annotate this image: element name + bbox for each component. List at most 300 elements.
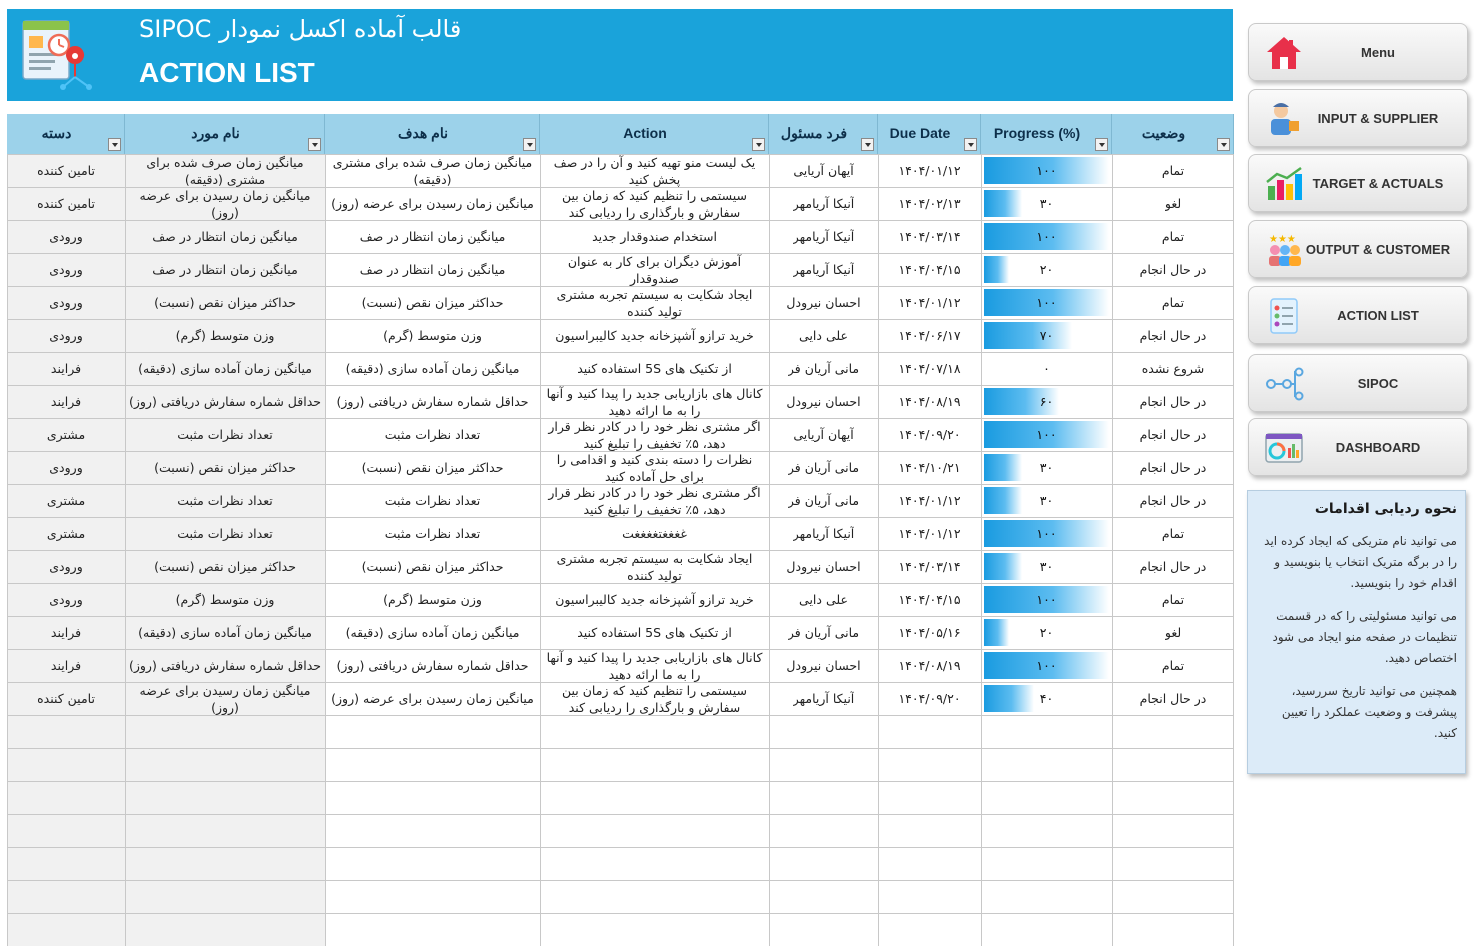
progress-cell[interactable] — [981, 253, 1112, 286]
cell-category[interactable] — [7, 616, 125, 649]
menu-button-target-actuals[interactable] — [1248, 154, 1468, 212]
table-row[interactable] — [7, 484, 1234, 517]
progress-cell[interactable] — [981, 484, 1112, 517]
cell-target[interactable] — [325, 484, 540, 517]
cell-item[interactable] — [125, 682, 325, 715]
progress-cell[interactable] — [981, 583, 1112, 616]
cell-text: وزن متوسط (گرم) — [383, 592, 482, 607]
page-title-fa: قالب آماده اکسل نمودار SIPOC — [139, 15, 462, 43]
cell-text: حداکثر میزان نقص (نسبت) — [361, 559, 504, 574]
cell-category[interactable] — [7, 154, 125, 187]
table-row[interactable] — [7, 220, 1234, 253]
cell-target[interactable] — [325, 286, 540, 319]
cell-text: ۱۴۰۴/۰۸/۱۹ — [898, 394, 961, 409]
filter-dropdown-icon[interactable] — [1095, 138, 1108, 151]
cell-owner[interactable] — [769, 220, 878, 253]
cell-status[interactable] — [1112, 616, 1234, 649]
cell-category[interactable] — [7, 418, 125, 451]
cell-text: ایجاد شکایت به سیستم تجربه مشتری تولید کننده — [556, 287, 753, 319]
cell-text: احسان نیرودل — [786, 658, 861, 673]
menu-button-label: OUTPUT & CUSTOMER — [1305, 242, 1451, 257]
cell-text: مانی آریان فر — [787, 493, 860, 508]
progress-cell[interactable] — [981, 451, 1112, 484]
cell-text: لغو — [1164, 196, 1182, 211]
cell-text: ۱۴۰۴/۰۴/۱۵ — [898, 592, 961, 607]
cell-action[interactable] — [540, 484, 769, 517]
filter-dropdown-icon[interactable] — [308, 138, 321, 151]
cell-status[interactable] — [1112, 451, 1234, 484]
cell-action[interactable] — [540, 286, 769, 319]
cell-text: میانگین زمان انتظار در صف — [152, 229, 298, 244]
cell-text: تعداد نظرات مثبت — [177, 427, 273, 442]
cell-text: ۱۴۰۴/۰۱/۱۲ — [898, 493, 961, 508]
cell-text: تمام — [1161, 163, 1185, 178]
cell-due[interactable] — [878, 286, 981, 319]
cell-item[interactable] — [125, 319, 325, 352]
menu-button-label: ACTION LIST — [1337, 308, 1419, 323]
column-header-category[interactable] — [7, 114, 125, 154]
cell-text: آنیکا آریامهر — [792, 691, 855, 706]
column-header-label: نام مورد — [191, 125, 240, 141]
cell-status[interactable] — [1112, 517, 1234, 550]
table-row[interactable] — [7, 154, 1234, 187]
menu-button-output-customer[interactable] — [1248, 220, 1468, 278]
cell-text: اگر مشتری نظر خود را در کادر نظر قرار دهد، ۵٪ تخفیف را تبلیغ کنید — [548, 419, 761, 451]
cell-action[interactable] — [540, 583, 769, 616]
progress-cell[interactable] — [981, 550, 1112, 583]
progress-cell[interactable] — [981, 649, 1112, 682]
cell-text: از تکنیک های 5S استفاده کنید — [577, 625, 732, 640]
cell-target[interactable] — [325, 220, 540, 253]
cell-text: ۱۴۰۴/۰۴/۱۵ — [898, 262, 961, 277]
cell-text: اگر مشتری نظر خود را در کادر نظر قرار دهد، ۵٪ تخفیف را تبلیغ کنید — [548, 485, 761, 517]
cell-item[interactable] — [125, 253, 325, 286]
cell-owner[interactable] — [769, 649, 878, 682]
cell-due[interactable] — [878, 418, 981, 451]
cell-target[interactable] — [325, 451, 540, 484]
progress-value: ۱۰۰ — [1036, 295, 1057, 310]
cell-text: مانی آریان فر — [787, 361, 860, 376]
cell-text: تعداد نظرات مثبت — [384, 427, 481, 442]
filter-dropdown-icon[interactable] — [861, 138, 874, 151]
cell-category[interactable] — [7, 550, 125, 583]
cell-action[interactable] — [540, 616, 769, 649]
cell-status[interactable] — [1112, 154, 1234, 187]
cell-item[interactable] — [125, 187, 325, 220]
progress-cell[interactable] — [981, 385, 1112, 418]
cell-action[interactable] — [540, 517, 769, 550]
cell-action[interactable] — [540, 550, 769, 583]
table-row[interactable] — [7, 451, 1234, 484]
cell-text: سیستمی را تنظیم کنید که زمان بین سفارش و بارگذاری را ردیابی کند — [562, 683, 747, 715]
table-row[interactable] — [7, 550, 1234, 583]
cell-text: ۱۴۰۴/۰۸/۱۹ — [898, 658, 961, 673]
cell-action[interactable] — [540, 187, 769, 220]
cell-text: ایجاد شکایت به سیستم تجربه مشتری تولید کننده — [556, 551, 753, 583]
column-header-progress[interactable] — [981, 114, 1112, 154]
cell-owner[interactable] — [769, 418, 878, 451]
cell-text: تمام — [1161, 526, 1185, 541]
table-row[interactable] — [7, 649, 1234, 682]
cell-text: مشتری — [46, 427, 86, 442]
cell-text: تعداد نظرات مثبت — [177, 526, 273, 541]
table-row[interactable] — [7, 583, 1234, 616]
cell-status[interactable] — [1112, 352, 1234, 385]
cell-category[interactable] — [7, 583, 125, 616]
cell-category[interactable] — [7, 220, 125, 253]
cell-target[interactable] — [325, 319, 540, 352]
cell-status[interactable] — [1112, 649, 1234, 682]
cell-text: ورودی — [49, 559, 83, 574]
column-header-status[interactable] — [1112, 114, 1234, 154]
cell-target[interactable] — [325, 649, 540, 682]
cell-owner[interactable] — [769, 484, 878, 517]
cell-category[interactable] — [7, 517, 125, 550]
cell-status[interactable] — [1112, 385, 1234, 418]
cell-text: فرایند — [50, 361, 82, 376]
cell-owner[interactable] — [769, 319, 878, 352]
progress-value: ۱۰۰ — [1036, 163, 1057, 178]
menu-button-action-list[interactable] — [1248, 286, 1468, 344]
cell-action[interactable] — [540, 154, 769, 187]
cell-text: احسان نیرودل — [786, 394, 861, 409]
cell-status[interactable] — [1112, 220, 1234, 253]
cell-text: ۱۴۰۴/۰۷/۱۸ — [898, 361, 961, 376]
cell-text: فرایند — [50, 658, 82, 673]
cell-item[interactable] — [125, 220, 325, 253]
cell-text: حداکثر میزان نقص (نسبت) — [361, 460, 504, 475]
table-row[interactable] — [7, 286, 1234, 319]
cell-owner[interactable] — [769, 352, 878, 385]
filter-dropdown-icon[interactable] — [964, 138, 977, 151]
cell-owner[interactable] — [769, 253, 878, 286]
table-row[interactable] — [7, 253, 1234, 286]
cell-text: حداقل شماره سفارش دریافتی (روز) — [336, 658, 529, 673]
header-banner — [7, 9, 1233, 101]
progress-value: ۶۰ — [1039, 394, 1054, 409]
cell-text: آنیکا آریامهر — [792, 262, 855, 277]
cell-text: نظرات را دسته بندی کنید و اقدامی را برای حل آماده کنید — [556, 452, 753, 484]
cell-text: فرایند — [50, 625, 82, 640]
cell-target[interactable] — [325, 616, 540, 649]
column-header-action[interactable] — [540, 114, 769, 154]
cell-text: ورودی — [49, 328, 83, 343]
cell-owner[interactable] — [769, 385, 878, 418]
cell-text: ۱۴۰۴/۰۱/۱۲ — [898, 163, 961, 178]
cell-owner[interactable] — [769, 451, 878, 484]
cell-item[interactable] — [125, 385, 325, 418]
menu-button-dashboard[interactable] — [1248, 418, 1468, 476]
cell-due[interactable] — [878, 682, 981, 715]
cell-owner[interactable] — [769, 550, 878, 583]
cell-due[interactable] — [878, 484, 981, 517]
cell-due[interactable] — [878, 253, 981, 286]
menu-button-label: Menu — [1361, 45, 1395, 60]
cell-target[interactable] — [325, 154, 540, 187]
table-row[interactable] — [7, 616, 1234, 649]
cell-category[interactable] — [7, 484, 125, 517]
cell-due[interactable] — [878, 220, 981, 253]
progress-cell[interactable] — [981, 682, 1112, 715]
progress-cell[interactable] — [981, 616, 1112, 649]
cell-action[interactable] — [540, 385, 769, 418]
cell-status[interactable] — [1112, 286, 1234, 319]
cell-status[interactable] — [1112, 187, 1234, 220]
cell-owner[interactable] — [769, 517, 878, 550]
cell-text: در حال انجام — [1139, 394, 1207, 409]
cell-text: فرایند — [50, 394, 82, 409]
cell-text: ۱۴۰۴/۰۹/۲۰ — [898, 691, 961, 706]
cell-text: در حال انجام — [1139, 460, 1207, 475]
cell-target[interactable] — [325, 682, 540, 715]
cell-category[interactable] — [7, 319, 125, 352]
cell-category[interactable] — [7, 682, 125, 715]
cell-item[interactable] — [125, 550, 325, 583]
table-row[interactable] — [7, 187, 1234, 220]
cell-owner[interactable] — [769, 583, 878, 616]
cell-due[interactable] — [878, 154, 981, 187]
cell-text: آنیکا آریامهر — [792, 526, 855, 541]
cell-text: تعداد نظرات مثبت — [177, 493, 273, 508]
cell-item[interactable] — [125, 418, 325, 451]
table-row[interactable] — [7, 385, 1234, 418]
cell-due[interactable] — [878, 319, 981, 352]
cell-target[interactable] — [325, 517, 540, 550]
column-header-item[interactable] — [125, 114, 325, 154]
cell-status[interactable] — [1112, 550, 1234, 583]
cell-action[interactable] — [540, 319, 769, 352]
cell-text: مشتری — [46, 493, 86, 508]
cell-text: میانگین زمان آماده سازی (دقیقه) — [345, 361, 520, 376]
cell-text: از تکنیک های 5S استفاده کنید — [577, 361, 732, 376]
progress-cell[interactable] — [981, 319, 1112, 352]
progress-cell[interactable] — [981, 154, 1112, 187]
cell-status[interactable] — [1112, 583, 1234, 616]
column-header-label: دسته — [41, 125, 72, 141]
menu-button-label: SIPOC — [1357, 376, 1399, 391]
cell-text: تعداد نظرات مثبت — [384, 493, 481, 508]
progress-value: ۷۰ — [1039, 328, 1054, 343]
progress-cell[interactable] — [981, 286, 1112, 319]
cell-text: استخدام صندوقدار جدید — [592, 229, 717, 244]
progress-cell[interactable] — [981, 418, 1112, 451]
cell-due[interactable] — [878, 550, 981, 583]
cell-action[interactable] — [540, 220, 769, 253]
cell-item[interactable] — [125, 583, 325, 616]
cell-text: کانال های بازاریابی جدید را پیدا کنید و آنها را به ما ارائه دهید — [546, 650, 763, 682]
cell-action[interactable] — [540, 418, 769, 451]
cell-text: ۱۴۰۴/۰۵/۱۶ — [898, 625, 961, 640]
cell-action[interactable] — [540, 451, 769, 484]
cell-target[interactable] — [325, 550, 540, 583]
cell-text: تامین کننده — [37, 163, 95, 178]
column-header-label: Due Date — [889, 125, 951, 141]
cell-text: خرید ترازو آشپزخانه جدید کالیبراسیون — [555, 592, 754, 607]
cell-due[interactable] — [878, 385, 981, 418]
cell-status[interactable] — [1112, 484, 1234, 517]
column-header-due[interactable] — [878, 114, 981, 154]
cell-action[interactable] — [540, 352, 769, 385]
cell-item[interactable] — [125, 154, 325, 187]
cell-action[interactable] — [540, 682, 769, 715]
progress-cell[interactable] — [981, 352, 1112, 385]
cell-category[interactable] — [7, 649, 125, 682]
filter-dropdown-icon[interactable] — [1217, 138, 1230, 151]
column-header-label: Progress (%) — [993, 125, 1081, 141]
help-paragraph: همچنین می توانید تاریخ سررسید، پیشرفت و وضعیت عملکرد را تعیین کنید. — [1281, 684, 1457, 740]
help-title: نحوه ردیابی اقدامات — [1314, 501, 1457, 517]
progress-value: ۲۰ — [1039, 625, 1054, 640]
cell-text: میانگین زمان انتظار در صف — [359, 229, 506, 244]
cell-item[interactable] — [125, 649, 325, 682]
column-header-label: نام هدف — [398, 125, 448, 141]
action-list-table — [7, 114, 1234, 946]
table-row[interactable] — [7, 319, 1234, 352]
cell-text: احسان نیرودل — [786, 559, 861, 574]
cell-target[interactable] — [325, 187, 540, 220]
cell-text: وزن متوسط (گرم) — [175, 328, 275, 343]
cell-target[interactable] — [325, 352, 540, 385]
cell-category[interactable] — [7, 352, 125, 385]
progress-cell[interactable] — [981, 220, 1112, 253]
table-row[interactable] — [7, 682, 1234, 715]
filter-dropdown-icon[interactable] — [752, 138, 765, 151]
cell-category[interactable] — [7, 286, 125, 319]
cell-text: کانال های بازاریابی جدید را پیدا کنید و آنها را به ما ارائه دهید — [546, 386, 763, 418]
cell-text: میانگین زمان رسیدن برای عرضه (روز) — [331, 691, 534, 706]
cell-owner[interactable] — [769, 187, 878, 220]
cell-item[interactable] — [125, 352, 325, 385]
cell-text: میانگین زمان رسیدن برای عرضه (روز) — [331, 196, 534, 211]
cell-category[interactable] — [7, 187, 125, 220]
cell-text: میانگین زمان صرف شده برای مشتری (دقیقه) — [146, 155, 304, 187]
cell-item[interactable] — [125, 286, 325, 319]
cell-target[interactable] — [325, 583, 540, 616]
cell-text: میانگین زمان آماده سازی (دقیقه) — [345, 625, 520, 640]
cell-owner[interactable] — [769, 616, 878, 649]
cell-text: تمام — [1161, 229, 1185, 244]
cell-text: آنیکا آریامهر — [792, 229, 855, 244]
cell-due[interactable] — [878, 616, 981, 649]
cell-text: ۱۴۰۴/۰۶/۱۷ — [898, 328, 961, 343]
progress-value: ۳۰ — [1039, 460, 1054, 475]
progress-value: ۴۰ — [1039, 691, 1054, 706]
cell-text: سیستمی را تنظیم کنید که زمان بین سفارش و بارگذاری را ردیابی کند — [562, 188, 747, 220]
cell-text: ورودی — [49, 262, 83, 277]
cell-status[interactable] — [1112, 319, 1234, 352]
cell-text: ۱۴۰۴/۱۰/۲۱ — [898, 460, 961, 475]
column-header-target[interactable] — [325, 114, 540, 154]
cell-target[interactable] — [325, 418, 540, 451]
cell-due[interactable] — [878, 649, 981, 682]
cell-text: حداقل شماره سفارش دریافتی (روز) — [129, 658, 321, 673]
cell-due[interactable] — [878, 451, 981, 484]
cell-text: مانی آریان فر — [787, 460, 860, 475]
cell-text: تامین کننده — [37, 691, 95, 706]
cell-item[interactable] — [125, 484, 325, 517]
page-title: ACTION LIST — [139, 57, 315, 88]
cell-text: ۱۴۰۴/۰۲/۱۳ — [898, 196, 961, 211]
cell-text: غغغغتغغغغت — [622, 526, 687, 541]
cell-text: میانگین زمان آماده سازی (دقیقه) — [138, 625, 312, 640]
cell-target[interactable] — [325, 385, 540, 418]
menu-button-input-supplier[interactable] — [1248, 89, 1468, 147]
cell-text: آیهان آریایی — [793, 427, 854, 442]
cell-target[interactable] — [325, 253, 540, 286]
cell-text: میانگین زمان انتظار در صف — [152, 262, 298, 277]
help-paragraph: می توانید نام متریکی که ایجاد کرده اید را در برگه متریک انتخاب یا بنویسید و اقدام خود را بنویسید. — [1264, 534, 1457, 590]
cell-category[interactable] — [7, 451, 125, 484]
cell-item[interactable] — [125, 517, 325, 550]
column-header-label: وضعیت — [1141, 125, 1186, 141]
cell-text: علی دایی — [799, 592, 848, 607]
cell-text: میانگین زمان صرف شده برای مشتری (دقیقه) — [332, 155, 533, 187]
table-row[interactable] — [7, 418, 1234, 451]
cell-due[interactable] — [878, 187, 981, 220]
menu-button-sipoc[interactable] — [1248, 354, 1468, 412]
cell-due[interactable] — [878, 352, 981, 385]
cell-text: ورودی — [49, 229, 83, 244]
cell-status[interactable] — [1112, 418, 1234, 451]
help-panel — [1247, 490, 1466, 774]
cell-text: حداکثر میزان نقص (نسبت) — [154, 295, 296, 310]
cell-text: حداقل شماره سفارش دریافتی (روز) — [129, 394, 321, 409]
cell-category[interactable] — [7, 385, 125, 418]
column-header-label: Action — [623, 125, 667, 141]
cell-owner[interactable] — [769, 154, 878, 187]
cell-text: علی دایی — [799, 328, 848, 343]
cell-status[interactable] — [1112, 682, 1234, 715]
cell-text: میانگین زمان آماده سازی (دقیقه) — [138, 361, 312, 376]
cell-text: تعداد نظرات مثبت — [384, 526, 481, 541]
table-row[interactable] — [7, 352, 1234, 385]
table-row[interactable] — [7, 517, 1234, 550]
filter-dropdown-icon[interactable] — [108, 138, 121, 151]
progress-value: ۱۰۰ — [1036, 658, 1057, 673]
cell-text: مشتری — [46, 526, 86, 541]
cell-text: ۱۴۰۴/۰۳/۱۴ — [898, 229, 961, 244]
cell-due[interactable] — [878, 583, 981, 616]
svg-text:★★★: ★★★ — [1269, 234, 1296, 245]
cell-action[interactable] — [540, 649, 769, 682]
cell-text: حداکثر میزان نقص (نسبت) — [361, 295, 504, 310]
cell-text: یک لیست منو تهیه کنید و آن را در صف پخش کنید — [553, 155, 756, 187]
menu-button-label: INPUT & SUPPLIER — [1317, 111, 1439, 126]
cell-owner[interactable] — [769, 286, 878, 319]
cell-text: ۱۴۰۴/۰۱/۱۲ — [898, 526, 961, 541]
filter-dropdown-icon[interactable] — [523, 138, 536, 151]
cell-text: در حال انجام — [1139, 328, 1207, 343]
cell-status[interactable] — [1112, 253, 1234, 286]
help-paragraph: می توانید مسئولیتی را که در قسمت تنظیمات در صفحه منو ایجاد می شود اختصاص دهید. — [1272, 609, 1457, 665]
progress-value: ۳۰ — [1039, 559, 1054, 574]
progress-value: ۳۰ — [1039, 196, 1054, 211]
column-header-owner[interactable] — [769, 114, 878, 154]
progress-cell[interactable] — [981, 187, 1112, 220]
progress-cell[interactable] — [981, 517, 1112, 550]
cell-item[interactable] — [125, 616, 325, 649]
cell-due[interactable] — [878, 517, 981, 550]
menu-button-menu[interactable] — [1248, 23, 1468, 81]
sipoc-logo-icon — [19, 15, 99, 95]
menu-button-label: TARGET & ACTUALS — [1312, 176, 1444, 191]
cell-owner[interactable] — [769, 682, 878, 715]
cell-text: میانگین زمان انتظار در صف — [359, 262, 506, 277]
cell-action[interactable] — [540, 253, 769, 286]
cell-text: تامین کننده — [37, 196, 95, 211]
cell-category[interactable] — [7, 253, 125, 286]
cell-item[interactable] — [125, 451, 325, 484]
